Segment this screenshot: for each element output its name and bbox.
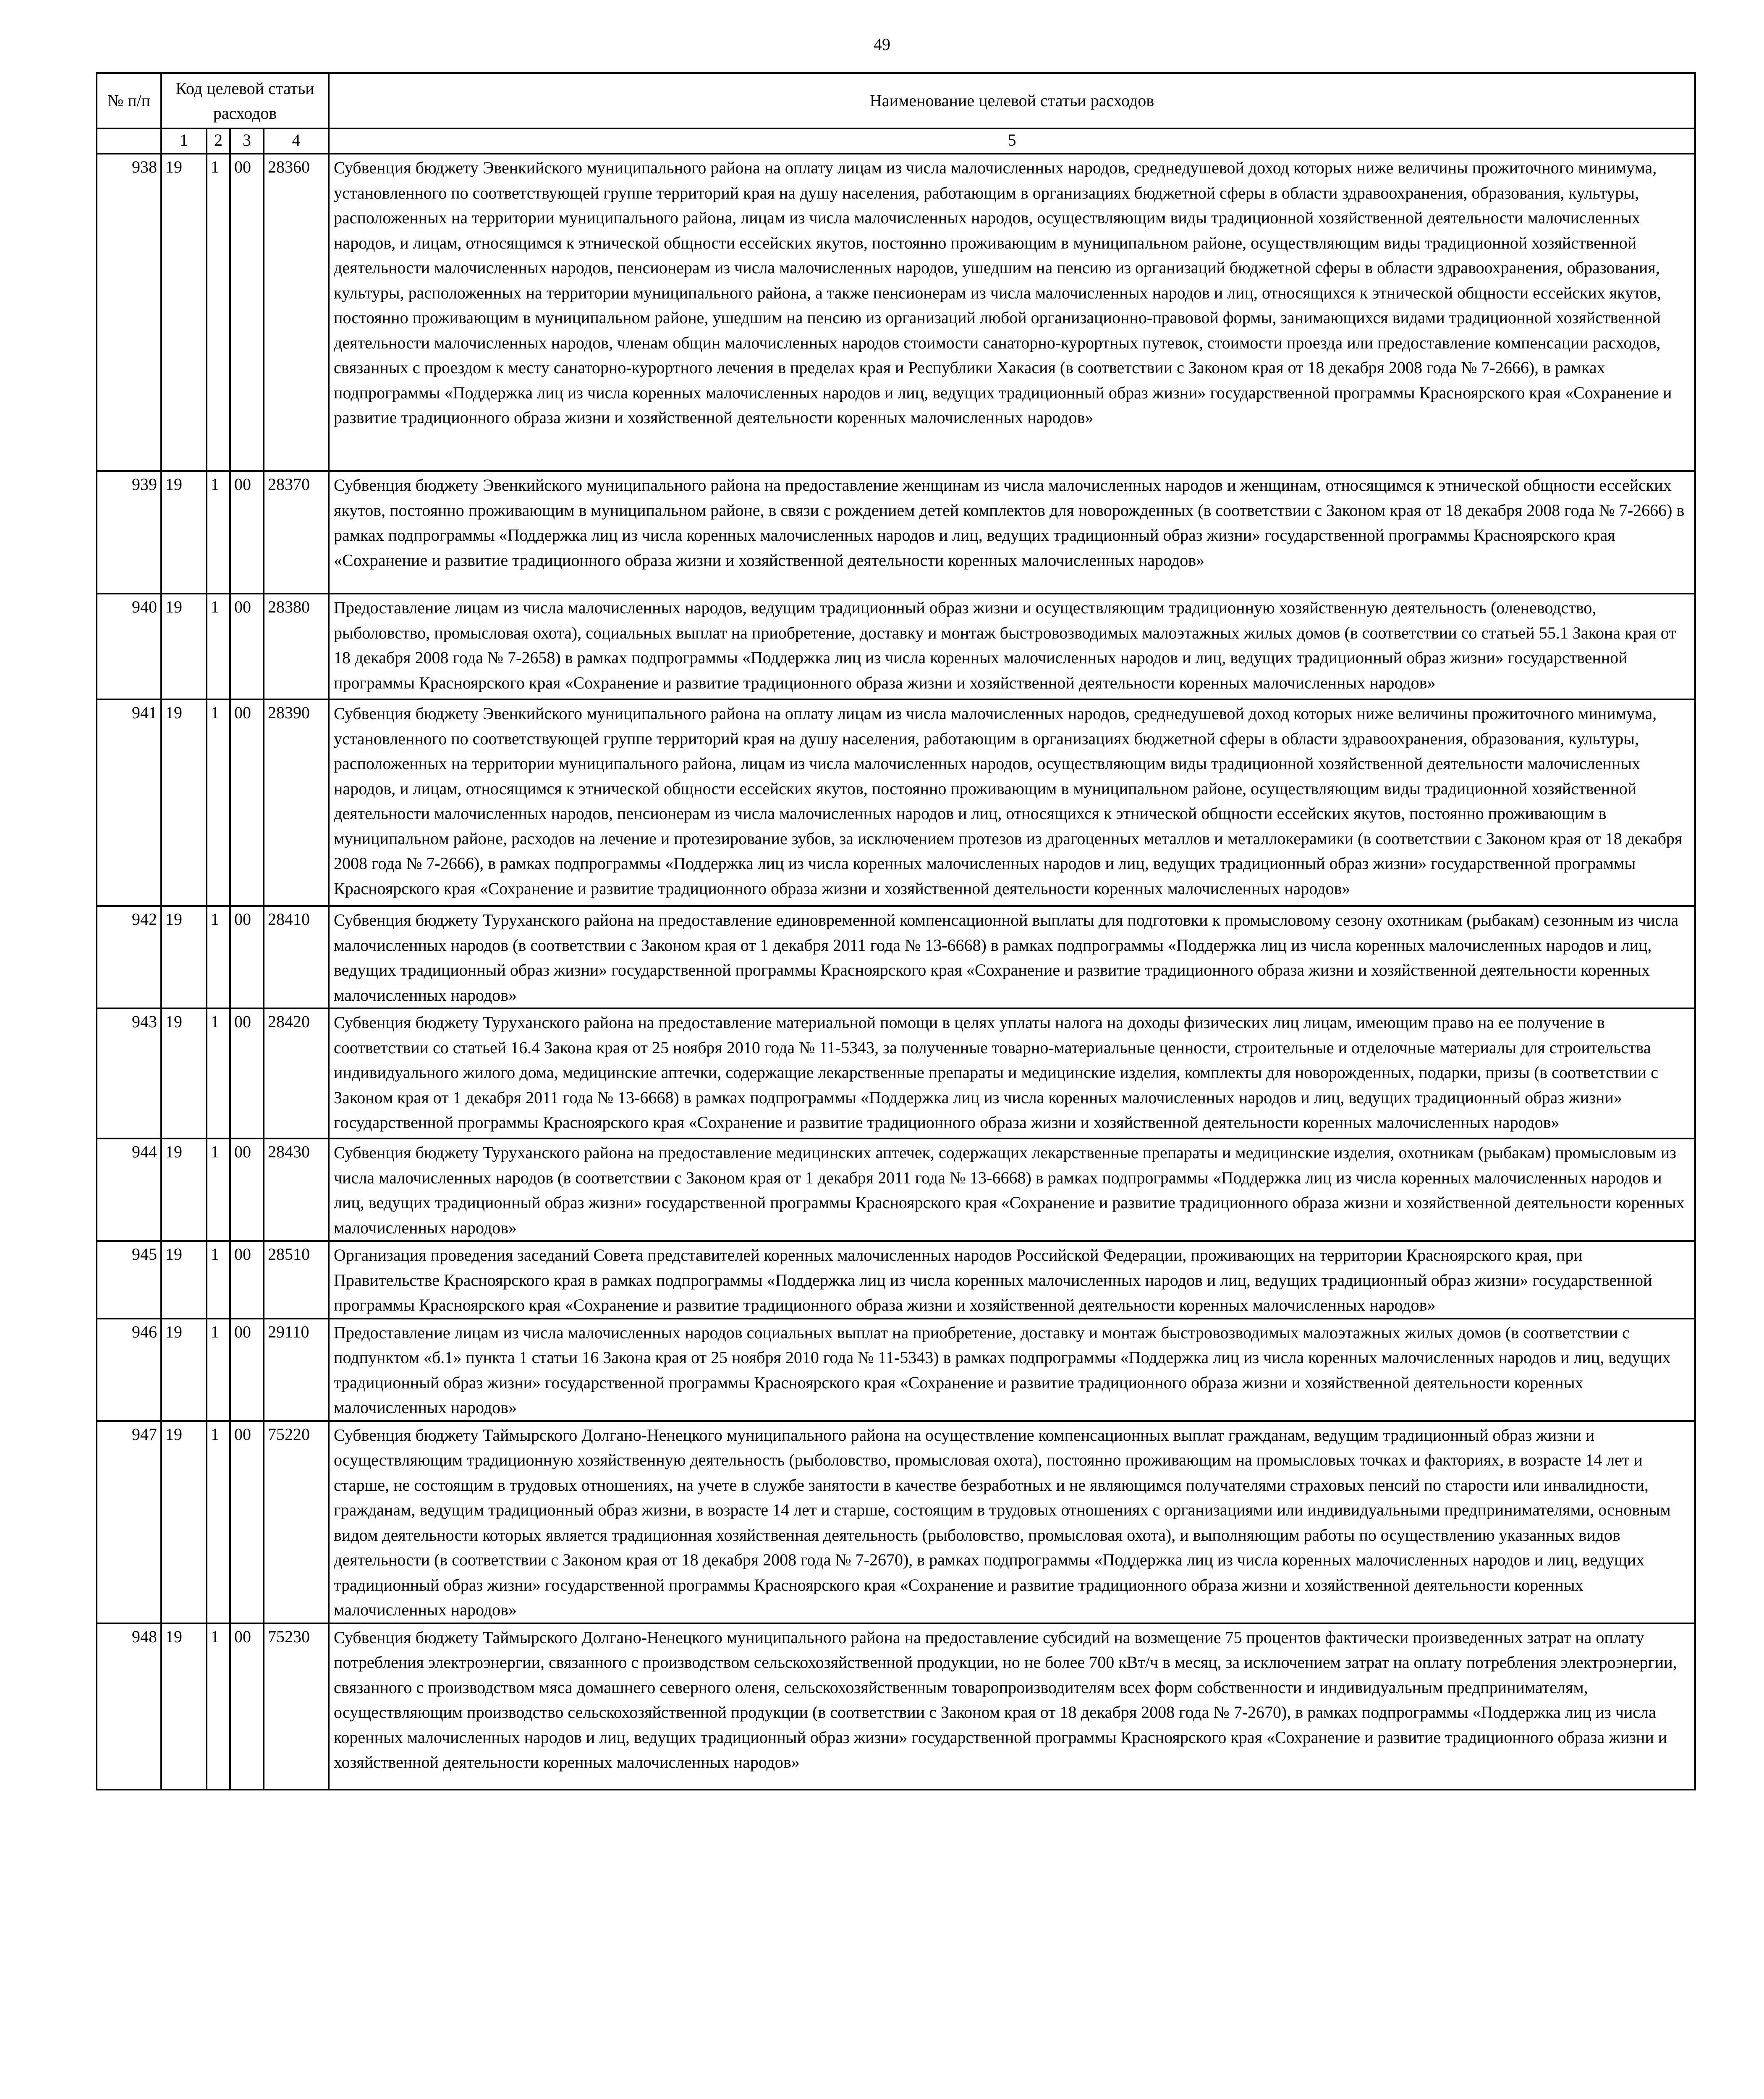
code-item: 75230 [264, 1623, 329, 1790]
column-number-2: 2 [207, 128, 230, 154]
row-description: Субвенция бюджету Эвенкийского муниципального района на оплату лицам из числа малочисленных народов, среднедушевой доход которых ниже величины прожиточного минимума, установленного по соответствующей группе территорий края на душу населения, работающим в организациях бюджетной сферы в области здравоохранения, образования, культуры, расположенных на территории муниципального района, лицам из числа малочисленных народов, осуществляющим виды традиционной хозяйственной деятельности малочисленных народов, и лицам, относящимся к этнической общности ессейских якутов, постоянно проживающим в муниципальном районе, осуществляющим виды традиционной хозяйственной деятельности малочисленных народов, пенсионерам из числа малочисленных народов, ушедшим на пенсию из организаций бюджетной сферы в области здравоохранения, образования, культуры, расположенных на территории муниципального района, а также пенсионерам из числа малочисленных народов и лиц, относящихся к этнической общности ессейских якутов, постоянно проживающим в муниципальном районе, ушедшим на пенсию из организаций любой организационно-правовой формы, занимающихся видами традиционной хозяйственной деятельности малочисленных народов, членам общин малочисленных народов стоимости санаторно-курортных путевок, стоимости проезда или предоставление компенсации расходов, связанных с проездом к месту санаторно-курортного лечения в пределах края и Республики Хакасия (в соответствии с Законом края от 18 декабря 2008 года № 7-2666), в рамках подпрограммы «Поддержка лиц из числа коренных малочисленных народов и лиц, ведущих традиционный образ жизни» государственной программы Красноярского края «Сохранение и развитие традиционного образа жизни и хозяйственной деятельности коренных малочисленных народов» [329, 154, 1695, 471]
code-item: 28420 [264, 1008, 329, 1138]
table-row [97, 1241, 1695, 1319]
column-number-empty [97, 128, 161, 154]
row-number: 940 [97, 594, 161, 699]
table-row [97, 1319, 1695, 1421]
row-number: 946 [97, 1319, 161, 1421]
code-subprogram: 1 [207, 1319, 230, 1421]
code-direction: 00 [230, 1623, 264, 1790]
column-number-1: 1 [161, 128, 207, 154]
code-item: 28390 [264, 699, 329, 906]
column-number-4: 4 [264, 128, 329, 154]
code-subprogram: 1 [207, 1623, 230, 1790]
code-item: 75220 [264, 1421, 329, 1623]
code-program: 19 [161, 471, 207, 594]
header-row [97, 73, 1695, 128]
header-num: № п/п [97, 73, 161, 128]
code-item: 28410 [264, 906, 329, 1008]
code-program: 19 [161, 1008, 207, 1138]
code-item: 28380 [264, 594, 329, 699]
code-subprogram: 1 [207, 1008, 230, 1138]
code-item: 28510 [264, 1241, 329, 1319]
row-description: Субвенция бюджету Туруханского района на предоставление единовременной компенсационной выплаты для подготовки к промысловому сезону охотникам (рыбакам) сезонным из числа малочисленных народов (в соответствии с Законом края от 1 декабря 2011 года № 13-6668) в рамках подпрограммы «Поддержка лиц из числа коренных малочисленных народов и лиц, ведущих традиционный образ жизни» государственной программы Красноярского края «Сохранение и развитие традиционного образа жизни и хозяйственной деятельности коренных малочисленных народов» [329, 906, 1695, 1008]
page-number: 49 [874, 35, 890, 54]
code-direction: 00 [230, 1008, 264, 1138]
code-program: 19 [161, 699, 207, 906]
table-row [97, 1138, 1695, 1241]
code-subprogram: 1 [207, 594, 230, 699]
table-body [97, 154, 1695, 1790]
row-number: 945 [97, 1241, 161, 1319]
row-description: Субвенция бюджету Туруханского района на предоставление медицинских аптечек, содержащих лекарственные препараты и медицинские изделия, охотникам (рыбакам) промысловым из числа малочисленных народов (в соответствии с Законом края от 1 декабря 2011 года № 13-6668) в рамках подпрограммы «Поддержка лиц из числа коренных малочисленных народов и лиц, ведущих традиционный образ жизни» государственной программы Красноярского края «Сохранение и развитие традиционного образа жизни и хозяйственной деятельности коренных малочисленных народов» [329, 1138, 1695, 1241]
row-description: Организация проведения заседаний Совета представителей коренных малочисленных народов Российской Федерации, проживающих на территории Красноярского края, при Правительстве Красноярского края в рамках подпрограммы «Поддержка лиц из числа коренных малочисленных народов и лиц, ведущих традиционный образ жизни» государственной программы Красноярского края «Сохранение и развитие традиционного образа жизни и хозяйственной деятельности коренных малочисленных народов» [329, 1241, 1695, 1319]
row-number: 939 [97, 471, 161, 594]
header-name: Наименование целевой статьи расходов [329, 73, 1695, 128]
code-subprogram: 1 [207, 154, 230, 471]
row-description: Предоставление лицам из числа малочисленных народов социальных выплат на приобретение, доставку и монтаж быстровозводимых малоэтажных жилых домов (в соответствии с подпунктом «б.1» пункта 1 статьи 16 Закона края от 25 ноября 2010 года № 11-5343) в рамках подпрограммы «Поддержка лиц из числа коренных малочисленных народов и лиц, ведущих традиционный образ жизни» государственной программы Красноярского края «Сохранение и развитие традиционного образа жизни и хозяйственной деятельности коренных малочисленных народов» [329, 1319, 1695, 1421]
code-direction: 00 [230, 699, 264, 906]
code-subprogram: 1 [207, 1241, 230, 1319]
row-description: Субвенция бюджету Туруханского района на предоставление материальной помощи в целях уплаты налога на доходы физических лиц лицам, имеющим право на ее получение в соответствии со статьей 16.4 Закона края от 25 ноября 2010 года № 11-5343, за полученные товарно-материальные ценности, строительные и отделочные материалы для строительства индивидуального жилого дома, медицинские аптечки, содержащие лекарственные препараты и медицинские изделия, комплекты для новорожденных, подарки, призы (в соответствии с Законом края от 1 декабря 2011 года № 13-6668) в рамках подпрограммы «Поддержка лиц из числа коренных малочисленных народов и лиц, ведущих традиционный образ жизни» государственной программы Красноярского края «Сохранение и развитие традиционного образа жизни и хозяйственной деятельности коренных малочисленных народов» [329, 1008, 1695, 1138]
code-program: 19 [161, 1138, 207, 1241]
row-number: 943 [97, 1008, 161, 1138]
code-item: 28360 [264, 154, 329, 471]
table-row [97, 1008, 1695, 1138]
row-number: 941 [97, 699, 161, 906]
code-program: 19 [161, 1241, 207, 1319]
code-subprogram: 1 [207, 906, 230, 1008]
code-program: 19 [161, 1421, 207, 1623]
header-code: Код целевой статьи расходов [161, 73, 329, 128]
code-subprogram: 1 [207, 1138, 230, 1241]
row-description: Предоставление лицам из числа малочисленных народов, ведущим традиционный образ жизни и осуществляющим традиционную хозяйственную деятельность (оленеводство, рыболовство, промысловая охота), социальных выплат на приобретение, доставку и монтаж быстровозводимых малоэтажных жилых домов (в соответствии со статьей 55.1 Закона края от 18 декабря 2008 года № 7-2658) в рамках подпрограммы «Поддержка лиц из числа коренных малочисленных народов и лиц, ведущих традиционный образ жизни» государственной программы Красноярского края «Сохранение и развитие традиционного образа жизни и хозяйственной деятельности коренных малочисленных народов» [329, 594, 1695, 699]
row-number: 942 [97, 906, 161, 1008]
row-description: Субвенция бюджету Эвенкийского муниципального района на оплату лицам из числа малочисленных народов, среднедушевой доход которых ниже величины прожиточного минимума, установленного по соответствующей группе территорий края на душу населения, работающим в организациях бюджетной сферы в области здравоохранения, образования, культуры, расположенных на территории муниципального района, лицам из числа малочисленных народов, осуществляющим виды традиционной хозяйственной деятельности малочисленных народов, и лицам, относящимся к этнической общности ессейских якутов, постоянно проживающим в муниципальном районе, осуществляющим виды традиционной хозяйственной деятельности малочисленных народов, пенсионерам из числа малочисленных народов и лиц, относящихся к этнической общности ессейских якутов, постоянно проживающим в муниципальном районе, расходов на лечение и протезирование зубов, за исключением протезов из драгоценных металлов и металлокерамики (в соответствии с Законом края от 18 декабря 2008 года № 7-2666), в рамках подпрограммы «Поддержка лиц из числа коренных малочисленных народов и лиц, ведущих традиционный образ жизни» государственной программы Красноярского края «Сохранение и развитие традиционного образа жизни и хозяйственной деятельности коренных малочисленных народов» [329, 699, 1695, 906]
code-subprogram: 1 [207, 471, 230, 594]
code-item: 29110 [264, 1319, 329, 1421]
row-number: 948 [97, 1623, 161, 1790]
column-number-3: 3 [230, 128, 264, 154]
code-direction: 00 [230, 594, 264, 699]
row-number: 944 [97, 1138, 161, 1241]
table-row [97, 1623, 1695, 1790]
code-direction: 00 [230, 1421, 264, 1623]
table-row [97, 154, 1695, 471]
code-subprogram: 1 [207, 699, 230, 906]
column-number-5: 5 [329, 128, 1695, 154]
code-program: 19 [161, 1623, 207, 1790]
code-program: 19 [161, 594, 207, 699]
code-program: 19 [161, 906, 207, 1008]
table-row [97, 906, 1695, 1008]
code-direction: 00 [230, 471, 264, 594]
code-subprogram: 1 [207, 1421, 230, 1623]
code-program: 19 [161, 1319, 207, 1421]
column-number-row [97, 128, 1695, 154]
table-row [97, 471, 1695, 594]
code-direction: 00 [230, 1138, 264, 1241]
row-number: 938 [97, 154, 161, 471]
row-number: 947 [97, 1421, 161, 1623]
code-direction: 00 [230, 154, 264, 471]
code-item: 28370 [264, 471, 329, 594]
table-row [97, 1421, 1695, 1623]
row-description: Субвенция бюджету Эвенкийского муниципального района на предоставление женщинам из числа малочисленных народов и женщинам, относящимся к этнической общности ессейских якутов, постоянно проживающим в муниципальном районе, в связи с рождением детей комплектов для новорожденных (в соответствии с Законом края от 18 декабря 2008 года № 7-2666) в рамках подпрограммы «Поддержка лиц из числа коренных малочисленных народов и лиц, ведущих традиционный образ жизни» государственной программы Красноярского края «Сохранение и развитие традиционного образа жизни и хозяйственной деятельности коренных малочисленных народов» [329, 471, 1695, 594]
code-program: 19 [161, 154, 207, 471]
code-direction: 00 [230, 1241, 264, 1319]
budget-table [96, 72, 1696, 1790]
row-description: Субвенция бюджету Таймырского Долгано-Ненецкого муниципального района на предоставление субсидий на возмещение 75 процентов фактически произведенных затрат на оплату потребления электроэнергии, связанного с производством сельскохозяйственной продукции, но не более 700 кВт/ч в месяц, за исключением затрат на оплату потребления электроэнергии, связанного с производством мяса домашнего северного оленя, сельскохозяйственным товаропроизводителям всех форм собственности и индивидуальным предпринимателям, осуществляющим производство сельскохозяйственной продукции (в соответствии с Законом края от 18 декабря 2008 года № 7-2670), в рамках подпрограммы «Поддержка лиц из числа коренных малочисленных народов и лиц, ведущих традиционный образ жизни» государственной программы Красноярского края «Сохранение и развитие традиционного образа жизни и хозяйственной деятельности коренных малочисленных народов» [329, 1623, 1695, 1790]
table-row [97, 594, 1695, 699]
row-description: Субвенция бюджету Таймырского Долгано-Ненецкого муниципального района на осуществление компенсационных выплат гражданам, ведущим традиционный образ жизни и осуществляющим традиционную хозяйственную деятельность (рыболовство, промысловая охота), постоянно проживающим на промысловых точках и факториях, в возрасте 14 лет и старше, не состоящим в трудовых отношениях, на учете в службе занятости в качестве безработных и не являющимся получателями страховых пенсий по старости или инвалидности, гражданам, ведущим традиционный образ жизни, в возрасте 14 лет и старше, состоящим в трудовых отношениях с организациями или индивидуальными предпринимателями, основным видом деятельности которых является традиционная хозяйственная деятельность (рыболовство, промысловая охота), и выполняющим работы по осуществлению указанных видов деятельности (в соответствии с Законом края от 18 декабря 2008 года № 7-2670), в рамках подпрограммы «Поддержка лиц из числа коренных малочисленных народов и лиц, ведущих традиционный образ жизни» государственной программы Красноярского края «Сохранение и развитие традиционного образа жизни и хозяйственной деятельности коренных малочисленных народов» [329, 1421, 1695, 1623]
code-item: 28430 [264, 1138, 329, 1241]
code-direction: 00 [230, 1319, 264, 1421]
table-row [97, 699, 1695, 906]
code-direction: 00 [230, 906, 264, 1008]
